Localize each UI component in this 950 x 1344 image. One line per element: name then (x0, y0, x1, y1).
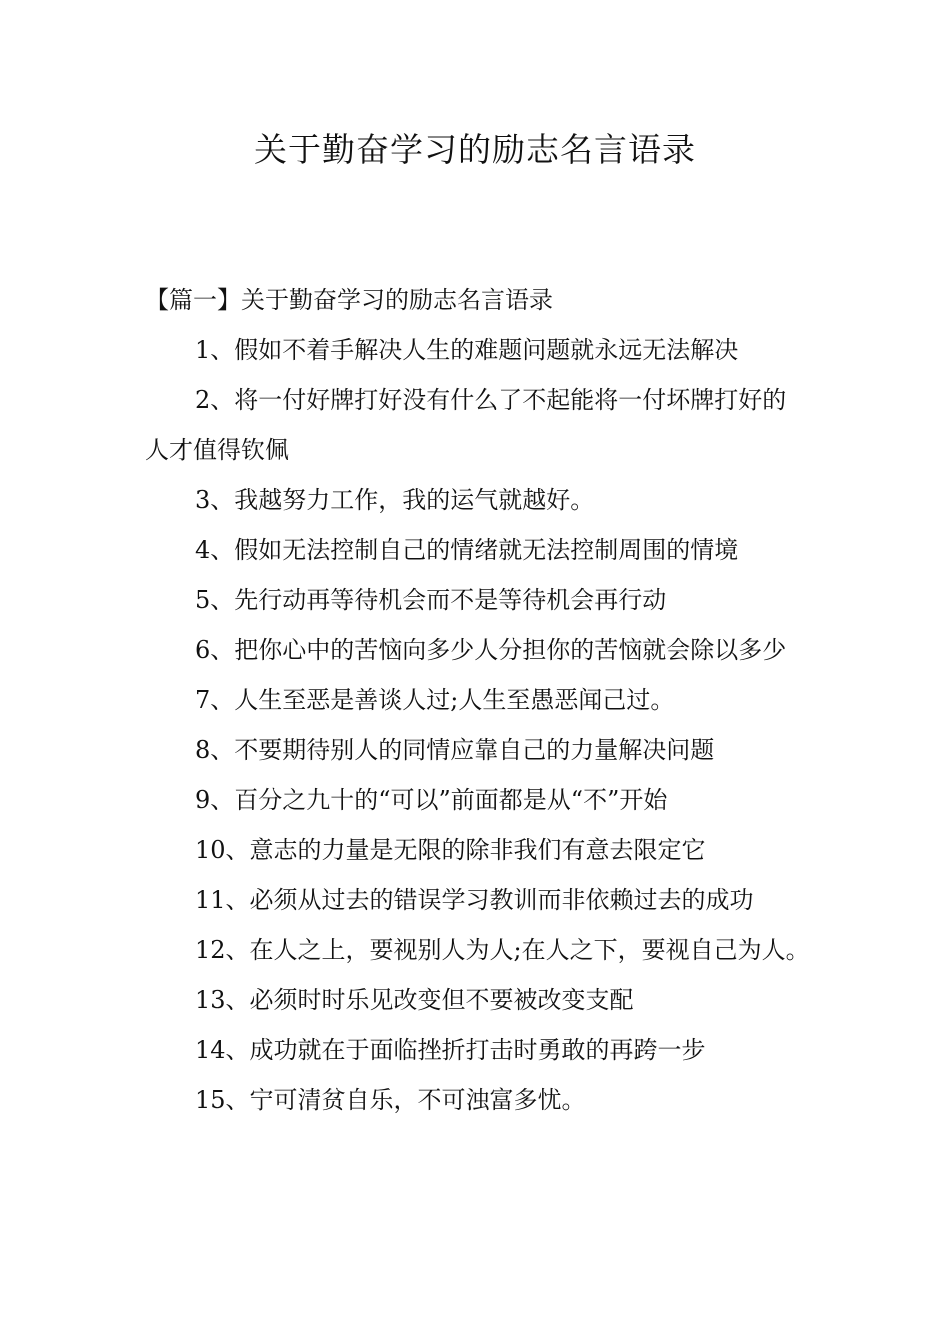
quote-15: 15、宁可清贫自乐，不可浊富多忧。 (195, 1086, 586, 1114)
quote-9: 9、百分之九十的“可以”前面都是从“不”开始 (195, 786, 668, 814)
quote-10: 10、意志的力量是无限的除非我们有意去限定它 (195, 836, 706, 864)
quote-2: 2、将一付好牌打好没有什么了不起能将一付坏牌打好的人才值得钦佩 (145, 386, 787, 464)
quote-8: 8、不要期待别人的同情应靠自己的力量解决问题 (195, 736, 715, 764)
quote-13: 13、必须时时乐见改变但不要被改变支配 (195, 986, 634, 1014)
quote-7: 7、人生至恶是善谈人过;人生至愚恶闻己过。 (195, 686, 675, 714)
section-heading: 【篇一】关于勤奋学习的励志名言语录 (145, 286, 553, 314)
quote-1: 1、假如不着手解决人生的难题问题就永远无法解决 (195, 336, 739, 364)
quote-4: 4、假如无法控制自己的情绪就无法控制周围的情境 (195, 536, 739, 564)
quote-14: 14、成功就在于面临挫折打击时勇敢的再跨一步 (195, 1036, 706, 1064)
document-body (145, 275, 810, 1125)
document-title: 关于勤奋学习的励志名言语录 (254, 130, 696, 169)
quote-3: 3、我越努力工作，我的运气就越好。 (195, 486, 595, 514)
quote-6: 6、把你心中的苦恼向多少人分担你的苦恼就会除以多少 (195, 636, 787, 664)
quote-5: 5、先行动再等待机会而不是等待机会再行动 (195, 586, 667, 614)
quote-11: 11、必须从过去的错误学习教训而非依赖过去的成功 (195, 886, 754, 914)
quote-12: 12、在人之上，要视别人为人;在人之下，要视自己为人。 (195, 936, 810, 964)
